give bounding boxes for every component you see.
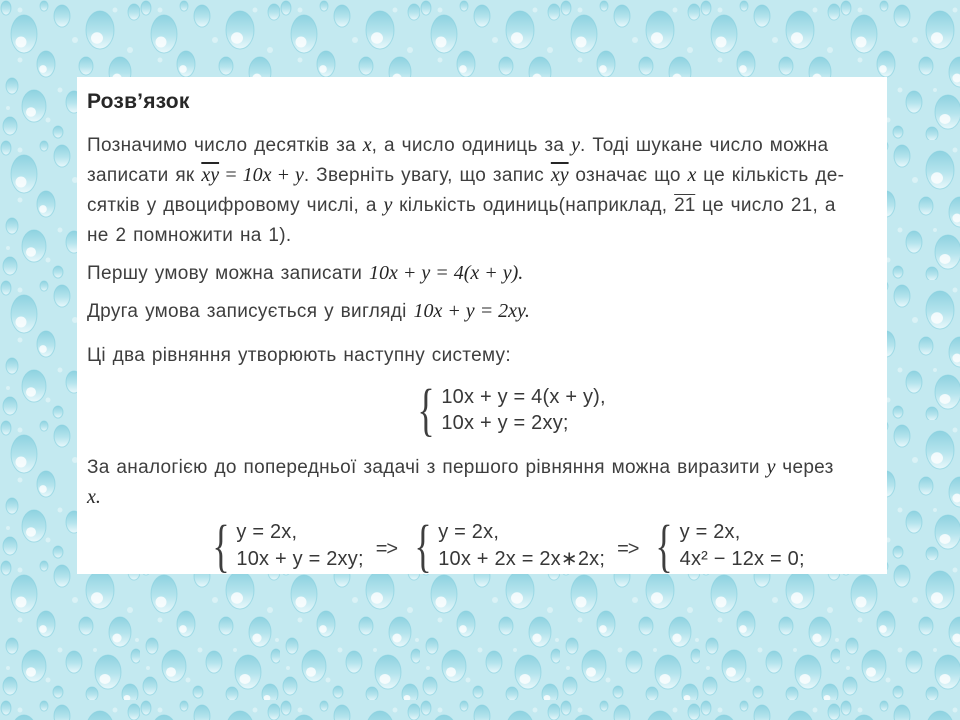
- math-first-equation: 10x + y = 4(x + y).: [368, 262, 524, 284]
- system-b-equation-2: 10x + 2x = 2x∗2x;: [438, 548, 606, 570]
- system-a-equation-2: 10x + y = 2xy;: [236, 548, 364, 570]
- left-brace: {: [655, 513, 674, 578]
- paragraph-first-condition: [87, 259, 875, 289]
- math-x: x: [362, 134, 372, 156]
- math-y: y: [383, 194, 393, 216]
- system-equation-1: 10x + y = 4(x + y),: [441, 386, 606, 408]
- text-segment: не 2 помножити на 1).: [87, 225, 292, 246]
- left-brace: {: [414, 513, 432, 578]
- text-segment: це число 21, а: [695, 195, 836, 216]
- math-x: x: [687, 164, 697, 186]
- text-segment: За аналогією до попередньої задачі з першого рівняння можна виразити: [87, 457, 767, 478]
- solution-card: [77, 77, 887, 578]
- system-a-equation-1: y = 2x,: [236, 521, 298, 543]
- math-y: y: [571, 134, 580, 156]
- solution-chain: [87, 513, 875, 578]
- equation-system-a: [207, 513, 364, 578]
- system-c-equation-2: 4x² − 12x = 0;: [679, 548, 805, 570]
- left-brace: {: [212, 513, 231, 578]
- solution-heading: Розв’язок: [87, 90, 190, 113]
- equation-system-b: [409, 513, 606, 578]
- system-b-equation-1: y = 2x,: [438, 521, 500, 543]
- text-segment: , а число одиниць за: [371, 135, 572, 156]
- paragraph-intro: [87, 131, 875, 251]
- text-segment: Друга умова записується у вигляді: [87, 301, 414, 322]
- equation-system: [412, 377, 606, 442]
- system-c-equation-1: y = 2x,: [679, 521, 741, 543]
- left-brace: {: [417, 377, 435, 442]
- equation-system-c: [650, 513, 805, 578]
- text-segment: сятків у двоцифровому числі, а: [87, 195, 384, 216]
- system-block: [87, 377, 875, 442]
- math-formula: = 10x + y: [219, 164, 304, 186]
- text-segment: це кількість де-: [696, 165, 845, 186]
- paragraph-system-lead: [87, 341, 875, 371]
- math-xy-overline: $\overline{xy}$: [201, 164, 220, 186]
- paragraph-analogy: [87, 453, 875, 513]
- paragraph-second-condition: [87, 297, 875, 327]
- text-segment: записати як: [87, 165, 202, 186]
- number-21-overline: 21: [674, 195, 696, 216]
- system-equation-2: 10x + y = 2xy;: [441, 412, 569, 434]
- implies-arrow: =>: [375, 538, 398, 560]
- text-segment: . Тоді шукане число можна: [579, 135, 829, 156]
- text-segment: . Зверніть увагу, що запис: [303, 165, 551, 186]
- math-xy-overline: $\overline{xy}$: [550, 164, 569, 186]
- text-segment: Позначимо число десятків за: [87, 135, 363, 156]
- text-segment: означає що: [568, 165, 688, 186]
- implies-arrow: =>: [617, 538, 639, 560]
- text-segment: Ці два рівняння утворюють наступну систему:: [87, 345, 511, 366]
- math-y: y: [766, 456, 776, 478]
- math-second-equation: 10x + y = 2xy.: [413, 300, 530, 322]
- text-segment: через: [775, 457, 834, 478]
- text-segment: кількість одиниць(наприклад,: [392, 195, 675, 216]
- math-x: x.: [87, 486, 101, 508]
- text-segment: Першу умову можна записати: [87, 263, 369, 284]
